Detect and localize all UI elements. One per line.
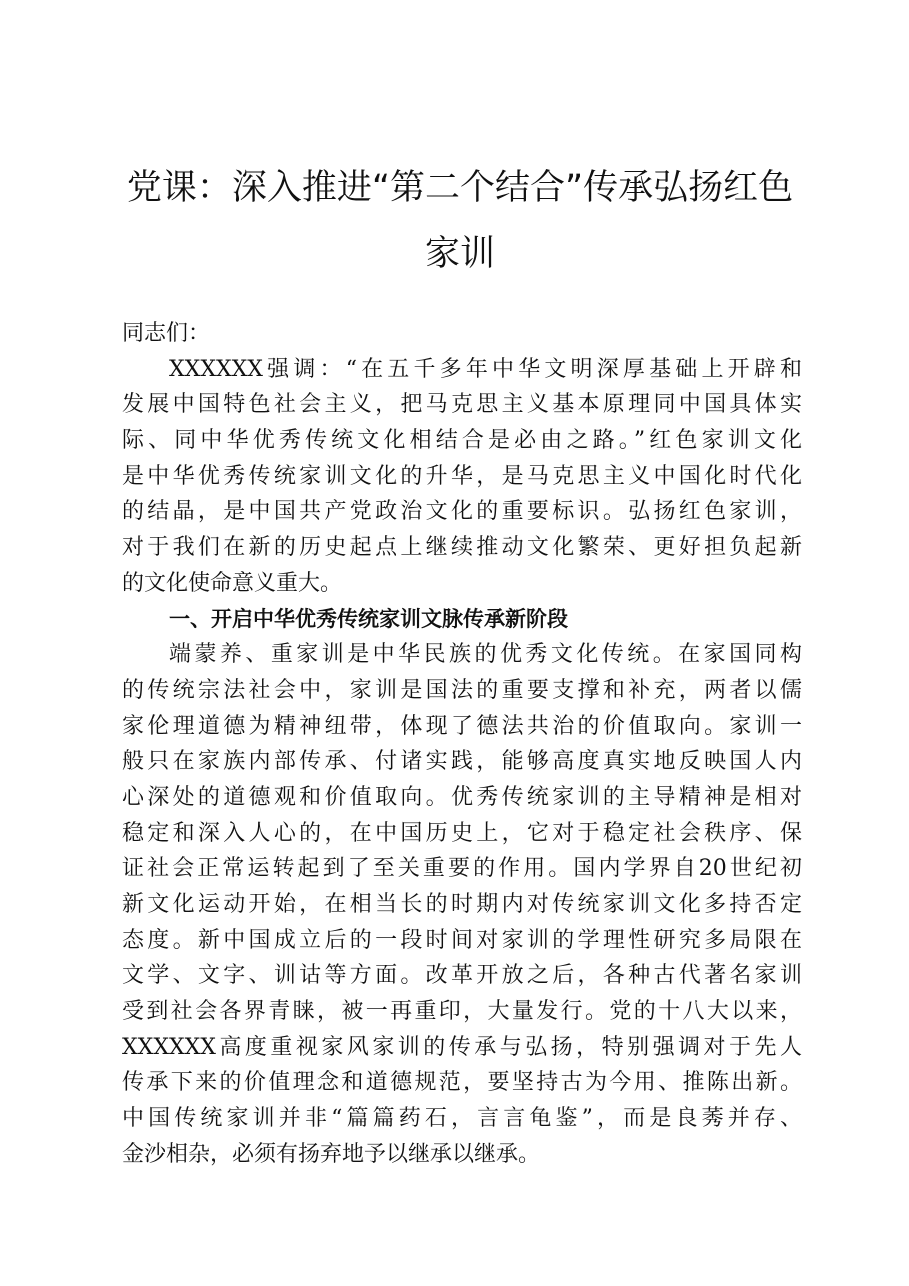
paragraph-line: 发展中国特色社会主义，把马克思主义基本原理同中国具体实 (122, 392, 802, 418)
paragraph-line: 传承下来的价值理念和道德规范，要坚持古为今用、推陈出新。 (122, 1070, 802, 1096)
document-title-line-1: 党课：深入推进“第二个结合”传承弘扬红色 (126, 168, 794, 208)
paragraph-line: 稳定和深入人心的，在中国历史上，它对于稳定社会秩序、保 (122, 820, 802, 846)
paragraph-line: 受到社会各界青睐，被一再重印，大量发行。党的十八大以来， (122, 999, 802, 1025)
paragraph-line: 对于我们在新的历史起点上继续推动文化繁荣、更好担负起新 (122, 535, 802, 561)
paragraph-line: XXXXXX强调：“在五千多年中华文明深厚基础上开辟和 (169, 356, 802, 382)
paragraph-line: 端蒙养、重家训是中华民族的优秀文化传统。在家国同构 (169, 642, 802, 668)
paragraph-line: 金沙相杂，必须有扬弃地予以继承以继承。 (122, 1141, 541, 1167)
section-heading: 一、开启中华优秀传统家训文脉传承新阶段 (169, 606, 568, 631)
salutation: 同志们： (122, 321, 211, 346)
paragraph-line: 新文化运动开始，在相当长的时期内对传统家训文化多持否定 (122, 892, 802, 917)
document-title-line-2: 家训 (424, 234, 495, 274)
paragraph-line: 家伦理道德为精神纽带，体现了德法共治的价值取向。家训一 (122, 713, 802, 739)
paragraph-line: 中国传统家训并非“篇篇药石，言言龟鉴”，而是良莠并存、 (122, 1106, 802, 1132)
paragraph-line: 证社会正常运转起到了至关重要的作用。国内学界自20世纪初 (122, 856, 802, 882)
paragraph-line: 文学、文字、训诂等方面。改革开放之后，各种古代著名家训 (122, 963, 802, 989)
paragraph-line: XXXXXX高度重视家风家训的传承与弘扬，特别强调对于先人 (122, 1034, 802, 1060)
paragraph-line: 的传统宗法社会中，家训是国法的重要支撑和补充，两者以儒 (122, 677, 802, 703)
paragraph-line: 际、同中华优秀传统文化相结合是必由之路。”红色家训文化 (122, 428, 802, 454)
paragraph-line: 心深处的道德观和价值取向。优秀传统家训的主导精神是相对 (122, 784, 802, 810)
paragraph-line: 态度。新中国成立后的一段时间对家训的学理性研究多局限在 (122, 927, 802, 953)
paragraph-line: 是中华优秀传统家训文化的升华，是马克思主义中国化时代化 (122, 463, 802, 489)
paragraph-line: 的文化使命意义重大。 (122, 570, 343, 596)
paragraph-line: 的结晶，是中国共产党政治文化的重要标识。弘扬红色家训， (122, 499, 802, 525)
paragraph-line: 般只在家族内部传承、付诸实践，能够高度真实地反映国人内 (122, 749, 802, 775)
document-body (122, 316, 802, 1173)
